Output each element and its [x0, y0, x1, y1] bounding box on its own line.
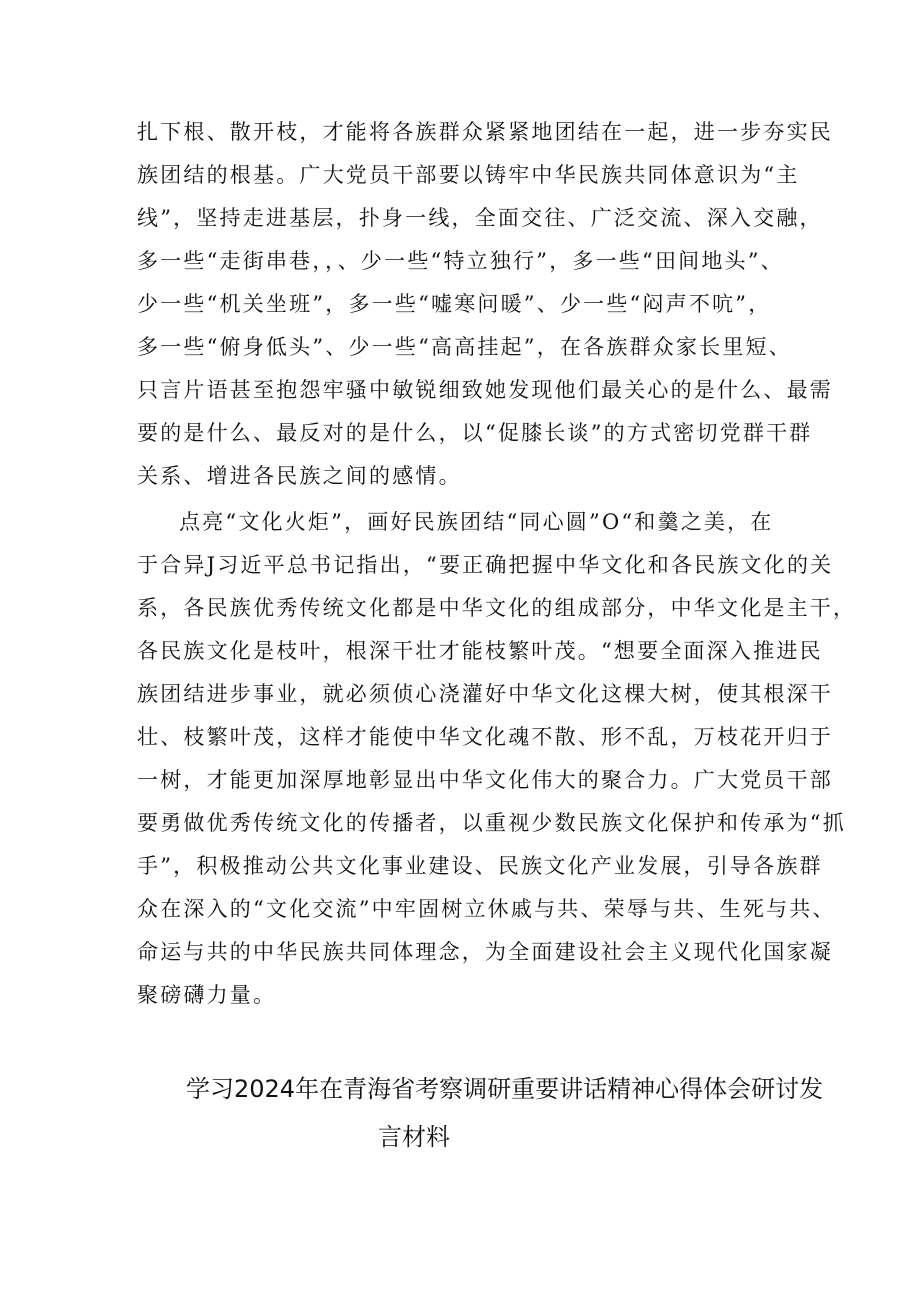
paragraph-line: 要的是什么、最反对的是什么，以“促膝长谈”的方式密切党群干群 [137, 421, 813, 445]
paragraph-line: 一树，才能更加深厚地彰显出中华文化伟大的聚合力。广大党员干部 [137, 768, 833, 792]
paragraph-line: 于合异J习近平总书记指出，“要正确把握中华文化和各民族文化的关 [137, 553, 834, 577]
paragraph-line: 各民族文化是枝叶，根深干壮才能枝繁叶茂。“想要全面深入推进民 [137, 639, 823, 663]
heading-line-1: 学习2024年在青海省考察调研重要讲话精神心得体会研讨发 [186, 1075, 824, 1103]
paragraph-line: 族团结进步事业，就必须侦心浇灌好中华文化这棵大树，使其根深干 [137, 682, 833, 706]
paragraph-line: 要勇做优秀传统文化的传播者，以重视少数民族文化保护和传承为“抓 [137, 811, 846, 835]
paragraph-line: 扎下根、散开枝，才能将各族群众紧紧地团结在一起，进一步夯实民 [137, 120, 833, 144]
paragraph-line: 只言片语甚至抱怨牢骚中敏锐细致她发现他们最关心的是什么、最需 [137, 378, 833, 402]
paragraph-line: 点亮“文化火炬”，画好民族团结“同心圆”O“和羹之美，在 [179, 510, 774, 534]
paragraph-line: 线”，坚持走进基层，扑身一线，全面交往、广泛交流、深入交融， [137, 206, 823, 230]
paragraph-line: 众在深入的“文化交流”中牢固树立休戚与共、荣辱与共、生死与共、 [137, 897, 836, 921]
paragraph-line: 关系、增进各民族之间的感情。 [137, 464, 462, 488]
paragraph-line: 手”，积极推动公共文化事业建设、民族文化产业发展，引导各族群 [137, 854, 823, 878]
paragraph-line: 多一些“俯身低头”、少一些“高高挂起”，在各族群众家长里短、 [137, 335, 792, 359]
paragraph-line: 少一些“机关坐班”，多一些“嘘寒问暖”、少一些“闷声不吭”， [137, 292, 772, 316]
paragraph-line: 命运与共的中华民族共同体理念，为全面建设社会主义现代化国家凝 [137, 940, 833, 964]
paragraph-line: 聚磅礴力量。 [137, 983, 277, 1007]
paragraph-line: 系，各民族优秀传统文化都是中华文化的组成部分，中华文化是主干， [137, 596, 857, 620]
heading-line-2: 言材料 [378, 1123, 450, 1151]
paragraph-line: 族团结的根基。广大党员干部要以铸牢中华民族共同体意识为“主 [137, 163, 800, 187]
paragraph-line: 多一些“走街串巷，，、少一些“特立独行”，多一些“田间地头”、 [137, 249, 784, 273]
paragraph-line: 壮、枝繁叶茂，这样才能使中华文化魂不散、形不乱，万枝花开归于 [137, 725, 833, 749]
